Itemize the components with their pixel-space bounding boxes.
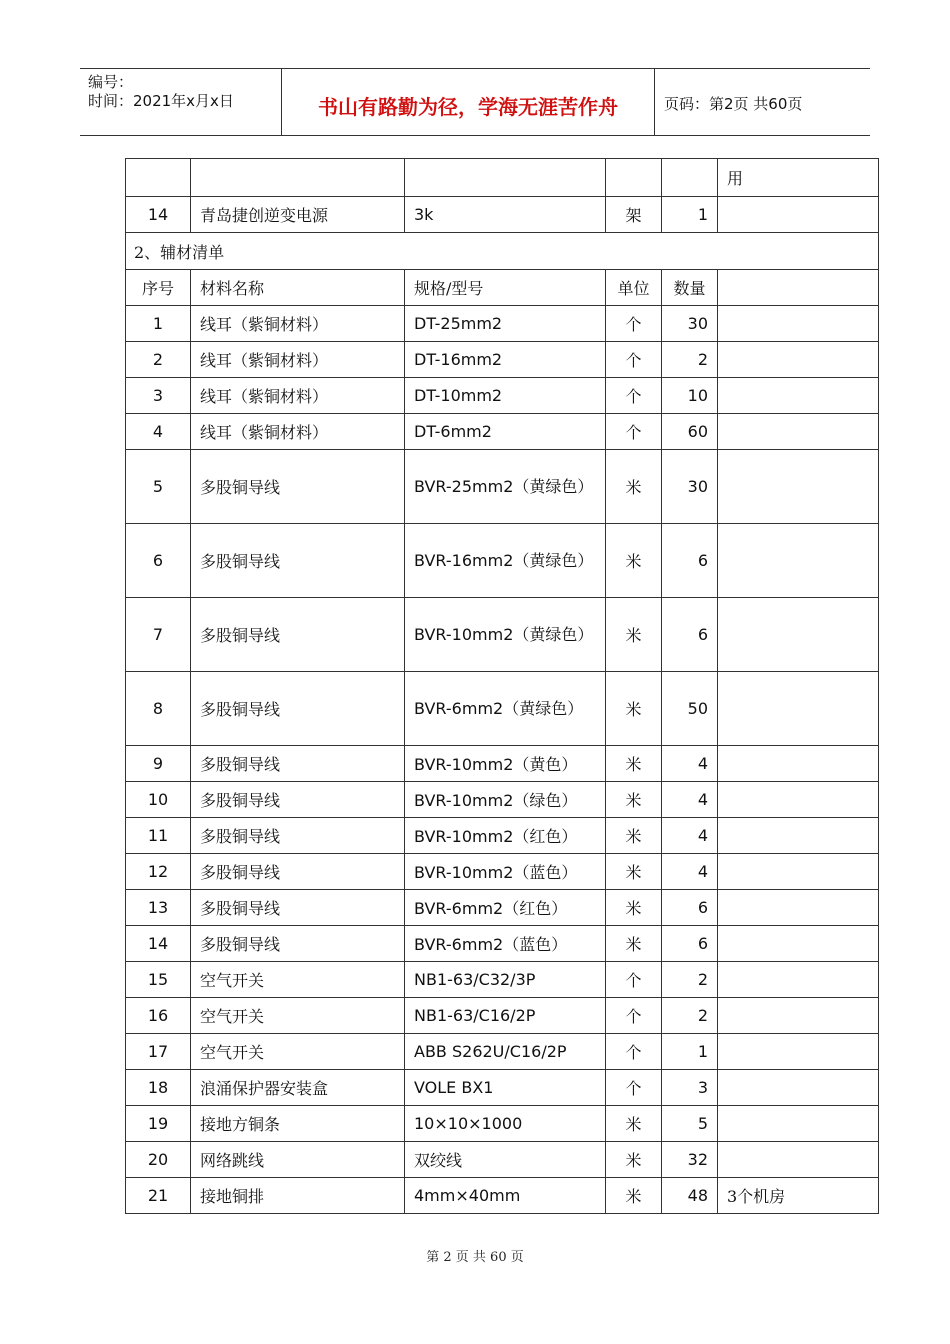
cell-spec: DT-16mm2 — [405, 342, 606, 378]
cell-spec: BVR-10mm2（红色） — [405, 818, 606, 854]
section-title-row — [126, 233, 879, 270]
cell-spec: ABB S262U/C16/2P — [405, 1034, 606, 1070]
cell-note — [718, 672, 879, 746]
cell-spec: BVR-25mm2（黄绿色） — [405, 450, 606, 524]
cell-qty: 10 — [662, 378, 718, 414]
cell-name: 多股铜导线 — [191, 926, 405, 962]
cell-qty: 2 — [662, 998, 718, 1034]
cell-spec: BVR-6mm2（黄绿色） — [405, 672, 606, 746]
cell-qty: 2 — [662, 342, 718, 378]
table-row — [126, 414, 879, 450]
cell-name: 多股铜导线 — [191, 818, 405, 854]
header-name: 材料名称 — [191, 270, 405, 306]
header-unit: 单位 — [606, 270, 662, 306]
cell-no: 5 — [126, 450, 191, 524]
table-row — [126, 672, 879, 746]
cell-note — [718, 818, 879, 854]
cell-spec: BVR-16mm2（黄绿色） — [405, 524, 606, 598]
cell-unit — [606, 159, 662, 197]
page-header — [80, 68, 870, 136]
cell-note — [718, 782, 879, 818]
cell-no: 15 — [126, 962, 191, 998]
cell-name — [191, 159, 405, 197]
cell-spec: BVR-10mm2（黄绿色） — [405, 598, 606, 672]
cell-spec: BVR-10mm2（绿色） — [405, 782, 606, 818]
cell-note — [718, 342, 879, 378]
cell-unit: 个 — [606, 1034, 662, 1070]
cell-qty: 32 — [662, 1142, 718, 1178]
cell-note: 3个机房 — [718, 1178, 879, 1214]
cell-qty: 60 — [662, 414, 718, 450]
cell-qty: 1 — [662, 197, 718, 233]
cell-qty: 6 — [662, 926, 718, 962]
cell-note — [718, 524, 879, 598]
cell-name: 多股铜导线 — [191, 672, 405, 746]
cell-qty — [662, 159, 718, 197]
header-spec: 规格/型号 — [405, 270, 606, 306]
cell-unit: 个 — [606, 378, 662, 414]
cell-name: 青岛捷创逆变电源 — [191, 197, 405, 233]
cell-spec: NB1-63/C16/2P — [405, 998, 606, 1034]
cell-qty: 50 — [662, 672, 718, 746]
cell-spec: BVR-10mm2（蓝色） — [405, 854, 606, 890]
table-row — [126, 998, 879, 1034]
header-motto: 书山有路勤为径，学海无涯苦作舟 — [318, 95, 618, 119]
cell-no: 7 — [126, 598, 191, 672]
cell-name: 多股铜导线 — [191, 746, 405, 782]
cell-name: 线耳（紫铜材料） — [191, 342, 405, 378]
table-row — [126, 962, 879, 998]
cell-spec: 双绞线 — [405, 1142, 606, 1178]
table-row — [126, 1070, 879, 1106]
table-row — [126, 854, 879, 890]
cell-unit: 米 — [606, 672, 662, 746]
cell-note — [718, 890, 879, 926]
cell-no: 16 — [126, 998, 191, 1034]
cell-no: 9 — [126, 746, 191, 782]
cell-no: 10 — [126, 782, 191, 818]
cell-name: 多股铜导线 — [191, 854, 405, 890]
cell-no: 13 — [126, 890, 191, 926]
table-row — [126, 890, 879, 926]
cell-unit: 个 — [606, 306, 662, 342]
cell-spec: VOLE BX1 — [405, 1070, 606, 1106]
cell-spec: DT-10mm2 — [405, 378, 606, 414]
cell-qty: 2 — [662, 962, 718, 998]
cell-unit: 米 — [606, 782, 662, 818]
cell-unit: 个 — [606, 962, 662, 998]
header-qty: 数量 — [662, 270, 718, 306]
header-note — [718, 270, 879, 306]
cell-unit: 米 — [606, 1106, 662, 1142]
cell-no: 2 — [126, 342, 191, 378]
cell-no — [126, 159, 191, 197]
cell-unit: 米 — [606, 926, 662, 962]
cell-name: 多股铜导线 — [191, 450, 405, 524]
cell-note — [718, 197, 879, 233]
cell-note — [718, 1034, 879, 1070]
cell-name: 接地方铜条 — [191, 1106, 405, 1142]
cell-qty: 30 — [662, 450, 718, 524]
cell-note — [718, 746, 879, 782]
table-row — [126, 1034, 879, 1070]
cell-name: 网络跳线 — [191, 1142, 405, 1178]
table-header-row — [126, 270, 879, 306]
table-row — [126, 598, 879, 672]
cell-name: 浪涌保护器安装盒 — [191, 1070, 405, 1106]
cell-note — [718, 414, 879, 450]
table-row — [126, 1142, 879, 1178]
cell-qty: 6 — [662, 524, 718, 598]
cell-qty: 3 — [662, 1070, 718, 1106]
cell-note — [718, 854, 879, 890]
cell-no: 8 — [126, 672, 191, 746]
cell-no: 18 — [126, 1070, 191, 1106]
table-row — [126, 782, 879, 818]
cell-no: 19 — [126, 1106, 191, 1142]
table-row — [126, 1178, 879, 1214]
cell-qty: 4 — [662, 854, 718, 890]
table-row — [126, 197, 879, 233]
serial-label: 编号： — [88, 73, 134, 91]
cell-qty: 4 — [662, 818, 718, 854]
cell-no: 3 — [126, 378, 191, 414]
cell-no: 11 — [126, 818, 191, 854]
cell-spec: BVR-6mm2（蓝色） — [405, 926, 606, 962]
cell-name: 多股铜导线 — [191, 524, 405, 598]
table-row — [126, 818, 879, 854]
cell-spec: 3k — [405, 197, 606, 233]
cell-name: 空气开关 — [191, 1034, 405, 1070]
cell-name: 线耳（紫铜材料） — [191, 306, 405, 342]
table-row — [126, 378, 879, 414]
cell-qty: 4 — [662, 782, 718, 818]
table-row — [126, 450, 879, 524]
table-row — [126, 926, 879, 962]
cell-unit: 米 — [606, 890, 662, 926]
cell-name: 线耳（紫铜材料） — [191, 378, 405, 414]
cell-name: 空气开关 — [191, 962, 405, 998]
cell-note — [718, 926, 879, 962]
cell-note — [718, 306, 879, 342]
section-title: 2、辅材清单 — [126, 233, 879, 270]
cell-no: 1 — [126, 306, 191, 342]
cell-qty: 30 — [662, 306, 718, 342]
cell-name: 线耳（紫铜材料） — [191, 414, 405, 450]
cell-no: 14 — [126, 926, 191, 962]
table-row — [126, 524, 879, 598]
cell-unit: 米 — [606, 818, 662, 854]
cell-no: 20 — [126, 1142, 191, 1178]
header-divider — [654, 69, 655, 135]
page-footer: 第 2 页 共 60 页 — [426, 1250, 524, 1265]
cell-note — [718, 998, 879, 1034]
cell-unit: 米 — [606, 450, 662, 524]
header-no: 序号 — [126, 270, 191, 306]
cell-unit: 米 — [606, 746, 662, 782]
cell-unit: 个 — [606, 414, 662, 450]
cell-qty: 48 — [662, 1178, 718, 1214]
cell-name: 多股铜导线 — [191, 782, 405, 818]
table-row — [126, 159, 879, 197]
cell-name: 接地铜排 — [191, 1178, 405, 1214]
cell-name: 多股铜导线 — [191, 890, 405, 926]
cell-note — [718, 962, 879, 998]
cell-unit: 个 — [606, 1070, 662, 1106]
cell-qty: 6 — [662, 890, 718, 926]
cell-unit: 米 — [606, 1142, 662, 1178]
cell-qty: 5 — [662, 1106, 718, 1142]
cell-spec: 4mm×40mm — [405, 1178, 606, 1214]
cell-note — [718, 450, 879, 524]
cell-note — [718, 1070, 879, 1106]
materials-table-body — [126, 159, 879, 1214]
cell-no: 4 — [126, 414, 191, 450]
date-label: 时间：2021年x月x日 — [88, 92, 234, 110]
cell-note — [718, 1142, 879, 1178]
cell-spec: BVR-10mm2（黄色） — [405, 746, 606, 782]
cell-note — [718, 1106, 879, 1142]
cell-qty: 6 — [662, 598, 718, 672]
cell-qty: 4 — [662, 746, 718, 782]
cell-no: 17 — [126, 1034, 191, 1070]
table-row — [126, 306, 879, 342]
cell-unit: 米 — [606, 524, 662, 598]
cell-spec: DT-6mm2 — [405, 414, 606, 450]
cell-no: 14 — [126, 197, 191, 233]
cell-name: 空气开关 — [191, 998, 405, 1034]
cell-unit: 个 — [606, 998, 662, 1034]
cell-name: 多股铜导线 — [191, 598, 405, 672]
cell-note — [718, 598, 879, 672]
table-row — [126, 746, 879, 782]
materials-table — [125, 158, 879, 1214]
header-meta — [88, 73, 234, 111]
cell-note — [718, 378, 879, 414]
cell-unit: 米 — [606, 598, 662, 672]
cell-unit: 个 — [606, 342, 662, 378]
cell-spec — [405, 159, 606, 197]
cell-unit: 架 — [606, 197, 662, 233]
cell-spec: DT-25mm2 — [405, 306, 606, 342]
cell-qty: 1 — [662, 1034, 718, 1070]
cell-no: 21 — [126, 1178, 191, 1214]
cell-spec: NB1-63/C32/3P — [405, 962, 606, 998]
cell-spec: BVR-6mm2（红色） — [405, 890, 606, 926]
cell-spec: 10×10×1000 — [405, 1106, 606, 1142]
table-row — [126, 342, 879, 378]
cell-unit: 米 — [606, 854, 662, 890]
cell-no: 12 — [126, 854, 191, 890]
cell-no: 6 — [126, 524, 191, 598]
page-number-label: 页码：第2页 共60页 — [664, 95, 803, 113]
table-row — [126, 1106, 879, 1142]
cell-note: 用 — [718, 159, 879, 197]
cell-unit: 米 — [606, 1178, 662, 1214]
